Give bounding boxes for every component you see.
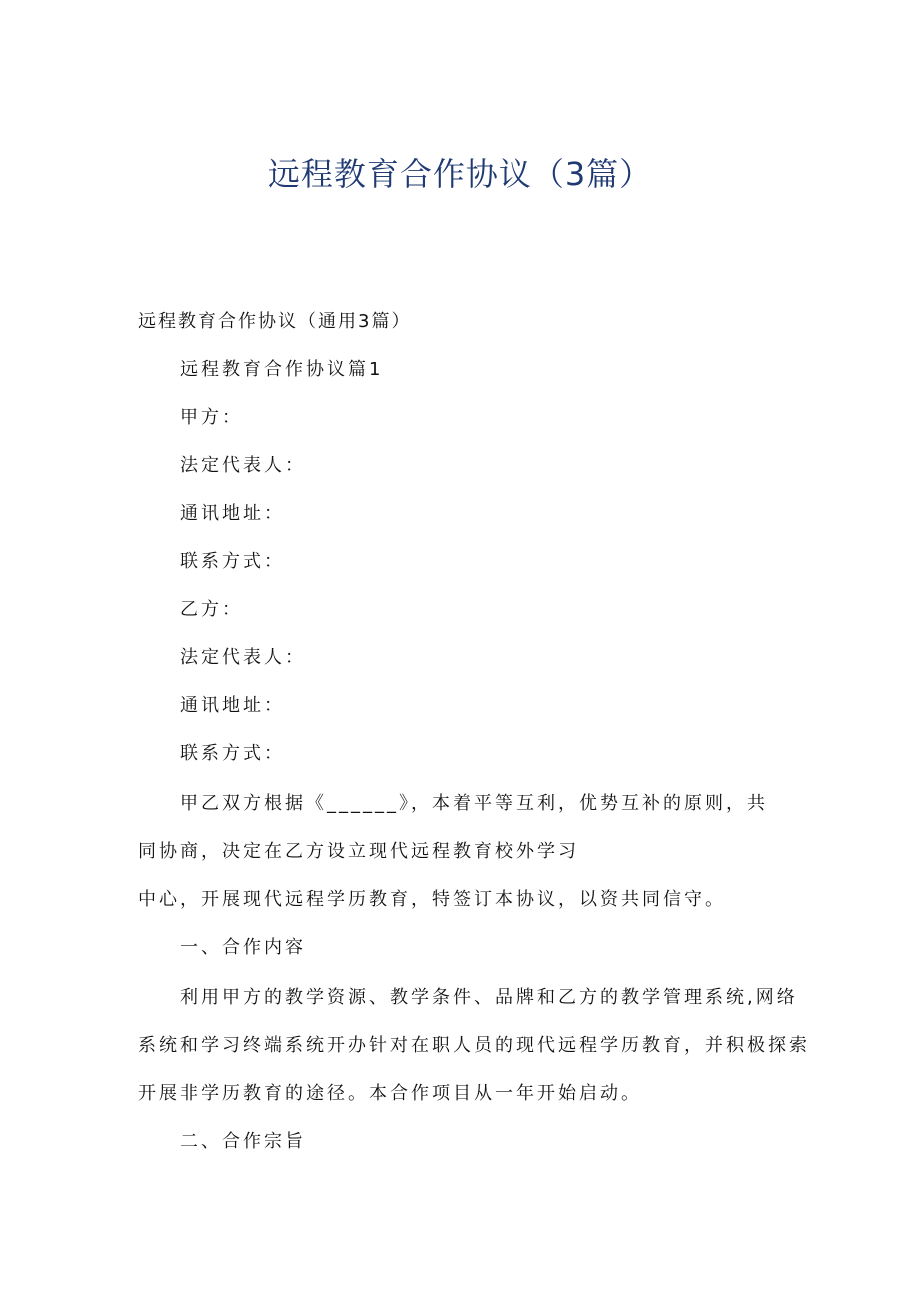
clause-2-heading: 二、合作宗旨	[180, 1131, 306, 1152]
clause-1-line: 开展非学历教育的途径。本合作项目从一年开始启动。	[138, 1083, 642, 1104]
clause-1-line: 利用甲方的教学资源、教学条件、品牌和乙方的教学管理系统,网络	[180, 987, 798, 1008]
party-b-address: 通讯地址：	[180, 695, 285, 716]
clause-1-heading: 一、合作内容	[180, 937, 306, 958]
party-b-representative: 法定代表人：	[180, 647, 306, 668]
party-b-contact: 联系方式：	[180, 743, 285, 764]
party-b-label: 乙方：	[180, 599, 243, 620]
party-a-label: 甲方：	[180, 407, 243, 428]
intro-line: 中心，开展现代远程学历教育，特签订本协议，以资共同信守。	[138, 889, 726, 910]
document-subtitle: 远程教育合作协议（通用3篇）	[138, 311, 412, 332]
party-a-contact: 联系方式：	[180, 551, 285, 572]
clause-1-line: 系统和学习终端系统开办针对在职人员的现代远程学历教育，并积极探索	[138, 1035, 810, 1056]
intro-line: 同协商，决定在乙方设立现代远程教育校外学习	[138, 841, 579, 862]
party-a-representative: 法定代表人：	[180, 455, 306, 476]
document-title: 远程教育合作协议（3篇）	[267, 155, 653, 193]
section-heading: 远程教育合作协议篇1	[180, 359, 384, 380]
party-a-address: 通讯地址：	[180, 503, 285, 524]
intro-line: 甲乙双方根据《______》，本着平等互利，优势互补的原则，共	[180, 793, 768, 814]
